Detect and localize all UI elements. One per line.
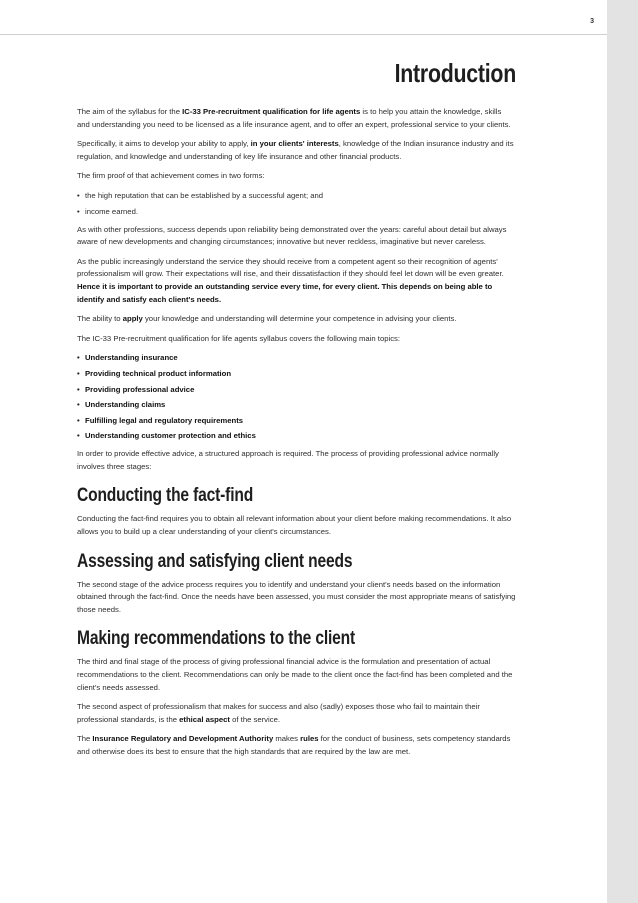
page-content bbox=[77, 58, 516, 766]
intro-paragraph-3: The firm proof of that achievement comes in two forms: bbox=[77, 171, 265, 181]
list-item: • Understanding customer protection and ethics bbox=[77, 430, 516, 442]
intro-paragraph-5: As the public increasingly understand the service they should receive from a competent agent so their recognition of agents' professionalism will grow. Their expectations will rise, and their dissatisfaction if they should feel let down will be even greater. Hence it is important to provide an outstanding service every time, for every client. This depends on being able to identify and satisfy each client's needs. bbox=[77, 256, 504, 304]
page-title: Introduction bbox=[394, 58, 516, 88]
section-heading-client-needs: Assessing and satisfying client needs bbox=[77, 550, 353, 572]
list-item: • income earned. bbox=[77, 206, 516, 218]
recommendations-paragraph-1: The third and final stage of the process of giving professional financial advice is the formulation and presentation of actual recommendations to the client. Recommendations can only be made to the client once the fact-find has been completed and the client's needs assessed. bbox=[77, 657, 513, 692]
intro-paragraph-6: The ability to apply your knowledge and understanding will determine your competence in advising your clients. bbox=[77, 314, 457, 324]
section-heading-fact-find: Conducting the fact-find bbox=[77, 485, 254, 507]
list-item: • Understanding claims bbox=[77, 399, 516, 411]
intro-paragraph-4: As with other professions, success depends upon reliability being demonstrated over the years: careful about detail but always aware of new developments and changing circumstances; innovative but never reckless, imaginative but never careless. bbox=[77, 224, 507, 247]
page-number: 3 bbox=[590, 18, 594, 25]
client-needs-paragraph: The second stage of the advice process requires you to identify and understand your client's needs based on the information obtained through the fact-find. Once the needs have been assessed, you must consider the most appropriate means of satisfying those needs. bbox=[77, 579, 516, 614]
fact-find-paragraph: Conducting the fact-find requires you to obtain all relevant information about your client before making recommendations. It also allows you to build up a clear understanding of your client's circumstances. bbox=[77, 514, 512, 537]
list-item: • Understanding insurance bbox=[77, 352, 516, 364]
list-item: • the high reputation that can be established by a successful agent; and bbox=[77, 190, 516, 202]
side-strip bbox=[607, 0, 638, 903]
intro-paragraph-7: The IC-33 Pre-recruitment qualification for life agents syllabus covers the following main topics: bbox=[77, 333, 401, 343]
list-item: • Fulfilling legal and regulatory requirements bbox=[77, 415, 516, 427]
list-item: • Providing technical product information bbox=[77, 368, 516, 380]
list-item: • Providing professional advice bbox=[77, 384, 516, 396]
section-heading-recommendations: Making recommendations to the client bbox=[77, 628, 356, 650]
recommendations-paragraph-3: The Insurance Regulatory and Development Authority makes rules for the conduct of business, sets competency standards and otherwise does its best to ensure that the high standards that are required by the law are met. bbox=[77, 734, 511, 756]
recommendations-paragraph-2: The second aspect of professionalism that makes for success and also (sadly) exposes those who fail to maintain their professional standards, is the ethical aspect of the service. bbox=[77, 702, 480, 724]
topics-list bbox=[77, 352, 516, 442]
header-rule bbox=[0, 34, 607, 35]
achievement-list bbox=[77, 190, 516, 218]
intro-paragraph-1: The aim of the syllabus for the IC-33 Pre-recruitment qualification for life agents is to help you attain the knowledge, skills and understanding you need to be licensed as a life insurance agent, and to offer an expert, professional service to your clients. bbox=[77, 107, 511, 129]
intro-paragraph-2: Specifically, it aims to develop your ability to apply, in your clients' interests, knowledge of the Indian insurance industry and its regulation, and knowledge and understanding of key life insurance and other financial products. bbox=[77, 139, 514, 161]
intro-paragraph-8: In order to provide effective advice, a structured approach is required. The process of providing professional advice normally involves three stages: bbox=[77, 449, 499, 471]
